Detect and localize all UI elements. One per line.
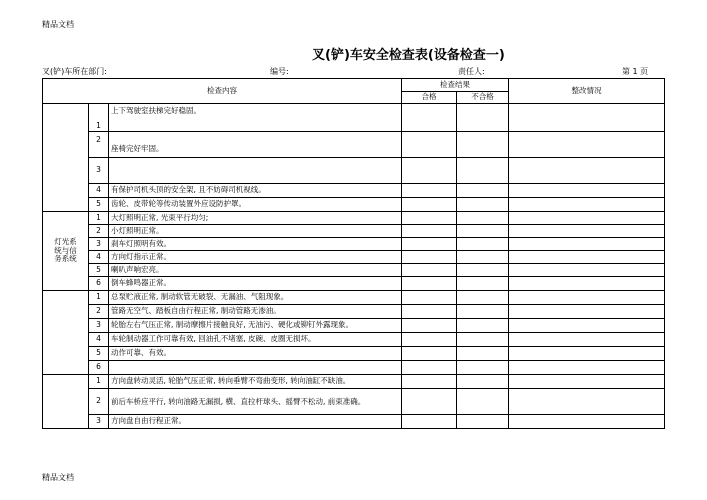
rectify-cell[interactable] bbox=[509, 333, 665, 347]
table-header-row bbox=[43, 79, 665, 92]
row-number: 3 bbox=[89, 319, 109, 333]
row-number: 3 bbox=[89, 415, 109, 429]
pass-cell[interactable] bbox=[402, 198, 457, 212]
row-content: 方向盘自由行程正常。 bbox=[109, 415, 402, 429]
category-line: 灯光系 bbox=[54, 237, 77, 247]
table-row bbox=[43, 264, 665, 277]
table-row bbox=[43, 184, 665, 198]
pass-cell[interactable] bbox=[402, 319, 457, 333]
rectify-cell[interactable] bbox=[509, 184, 665, 198]
row-content: 动作可靠、有效。 bbox=[109, 347, 402, 361]
row-content: 总泵贮液正常, 制动软管无破裂、无漏油、气阻现象。 bbox=[109, 291, 402, 305]
rectify-cell[interactable] bbox=[509, 104, 665, 132]
header-top-label: 精品文档 bbox=[42, 20, 74, 29]
category-cell bbox=[43, 291, 89, 375]
rectify-cell[interactable] bbox=[509, 264, 665, 277]
table-row bbox=[43, 251, 665, 264]
row-number: 2 bbox=[89, 389, 109, 415]
row-content: 小灯照明正常。 bbox=[109, 225, 402, 238]
row-number: 1 bbox=[89, 375, 109, 389]
row-content: 刹车灯照明有效。 bbox=[109, 238, 402, 251]
table-row bbox=[43, 333, 665, 347]
table-row bbox=[43, 277, 665, 291]
row-content: 上下驾驶室扶梯完好稳固。 bbox=[109, 104, 402, 132]
rectify-cell[interactable] bbox=[509, 319, 665, 333]
table-row bbox=[43, 158, 665, 184]
table-row bbox=[43, 361, 665, 375]
category-line: 统与信 bbox=[54, 245, 77, 255]
number-label: 编号: bbox=[270, 67, 289, 76]
category-cell bbox=[43, 375, 89, 429]
col-content-header: 检查内容 bbox=[43, 79, 402, 104]
rectify-cell[interactable] bbox=[509, 305, 665, 319]
pass-cell[interactable] bbox=[402, 361, 457, 375]
fail-cell[interactable] bbox=[457, 184, 509, 198]
pass-cell[interactable] bbox=[402, 305, 457, 319]
fail-cell[interactable] bbox=[457, 212, 509, 225]
rectify-cell[interactable] bbox=[509, 375, 665, 389]
row-number: 1 bbox=[89, 104, 109, 132]
row-number: 5 bbox=[89, 347, 109, 361]
row-number: 2 bbox=[89, 132, 109, 158]
row-number: 4 bbox=[89, 333, 109, 347]
rectify-cell[interactable] bbox=[509, 225, 665, 238]
rectify-cell[interactable] bbox=[509, 238, 665, 251]
fail-cell[interactable] bbox=[457, 132, 509, 158]
fail-cell[interactable] bbox=[457, 375, 509, 389]
row-content: 喇叭声响宏亮。 bbox=[109, 264, 402, 277]
rectify-cell[interactable] bbox=[509, 198, 665, 212]
fail-cell[interactable] bbox=[457, 277, 509, 291]
footer-label: 精品文档 bbox=[42, 473, 74, 482]
row-number: 1 bbox=[89, 212, 109, 225]
rectify-cell[interactable] bbox=[509, 158, 665, 184]
row-content: 轮胎左右气压正常, 制动摩擦片接触良好, 无油污、硬化或铆钉外露现象。 bbox=[109, 319, 402, 333]
pass-cell[interactable] bbox=[402, 347, 457, 361]
pass-cell[interactable] bbox=[402, 184, 457, 198]
rectify-cell[interactable] bbox=[509, 251, 665, 264]
col-rectify-header: 整改情况 bbox=[509, 79, 665, 104]
pass-cell[interactable] bbox=[402, 251, 457, 264]
rectify-cell[interactable] bbox=[509, 132, 665, 158]
col-result-header: 检查结果 bbox=[402, 79, 509, 92]
row-number: 1 bbox=[89, 291, 109, 305]
pass-cell[interactable] bbox=[402, 238, 457, 251]
fail-cell[interactable] bbox=[457, 333, 509, 347]
col-fail-header: 不合格 bbox=[457, 92, 509, 104]
rectify-cell[interactable] bbox=[509, 277, 665, 291]
rectify-cell[interactable] bbox=[509, 347, 665, 361]
table-row bbox=[43, 319, 665, 333]
row-content bbox=[109, 158, 402, 184]
pass-cell[interactable] bbox=[402, 389, 457, 415]
table-row bbox=[43, 238, 665, 251]
fail-cell[interactable] bbox=[457, 104, 509, 132]
row-content: 大灯照明正常, 光束平行均匀; bbox=[109, 212, 402, 225]
fail-cell[interactable] bbox=[457, 264, 509, 277]
rectify-cell[interactable] bbox=[509, 389, 665, 415]
fail-cell[interactable] bbox=[457, 361, 509, 375]
row-content: 倒车蜂鸣器正常。 bbox=[109, 277, 402, 291]
fail-cell[interactable] bbox=[457, 305, 509, 319]
pass-cell[interactable] bbox=[402, 333, 457, 347]
row-number: 4 bbox=[89, 251, 109, 264]
page-title: 叉(铲)车安全检查表(设备检查一) bbox=[312, 48, 505, 63]
table-row bbox=[43, 375, 665, 389]
table-row bbox=[43, 389, 665, 415]
row-content: 前后车桥应平行, 转向油路无漏损, 横、直拉杆球头、摇臂不松动, 前束准确。 bbox=[109, 389, 402, 415]
fail-cell[interactable] bbox=[457, 251, 509, 264]
fail-cell[interactable] bbox=[457, 319, 509, 333]
row-content: 齿轮、皮带轮等传动装置外应设防护罩。 bbox=[109, 198, 402, 212]
table-row bbox=[43, 198, 665, 212]
pass-cell[interactable] bbox=[402, 158, 457, 184]
fail-cell[interactable] bbox=[457, 291, 509, 305]
rectify-cell[interactable] bbox=[509, 415, 665, 429]
col-pass-header: 合格 bbox=[402, 92, 457, 104]
row-number: 6 bbox=[89, 361, 109, 375]
fail-cell[interactable] bbox=[457, 198, 509, 212]
page-number: 第 1 页 bbox=[622, 67, 649, 76]
pass-cell[interactable] bbox=[402, 375, 457, 389]
table-row bbox=[43, 305, 665, 319]
pass-cell[interactable] bbox=[402, 415, 457, 429]
table-row bbox=[43, 212, 665, 225]
row-number: 5 bbox=[89, 198, 109, 212]
pass-cell[interactable] bbox=[402, 225, 457, 238]
rectify-cell[interactable] bbox=[509, 212, 665, 225]
row-number: 2 bbox=[89, 305, 109, 319]
fail-cell[interactable] bbox=[457, 225, 509, 238]
pass-cell[interactable] bbox=[402, 264, 457, 277]
fail-cell[interactable] bbox=[457, 238, 509, 251]
row-content: 管路无空气、踏板自由行程正常, 制动管路无渗油。 bbox=[109, 305, 402, 319]
table-row bbox=[43, 225, 665, 238]
row-content: 有保护司机头顶的安全架, 且不妨碍司机视线。 bbox=[109, 184, 402, 198]
fail-cell[interactable] bbox=[457, 347, 509, 361]
row-number: 3 bbox=[89, 238, 109, 251]
pass-cell[interactable] bbox=[402, 212, 457, 225]
responsible-label: 责任人: bbox=[458, 67, 485, 76]
inspection-table bbox=[42, 78, 665, 429]
fail-cell[interactable] bbox=[457, 415, 509, 429]
row-content: 车轮制动器工作可靠有效, 回油孔不堵塞, 皮碗、皮圈无损坏。 bbox=[109, 333, 402, 347]
fail-cell[interactable] bbox=[457, 158, 509, 184]
category-cell bbox=[43, 104, 89, 212]
table-row bbox=[43, 291, 665, 305]
table-row bbox=[43, 347, 665, 361]
category-line: 务系统 bbox=[54, 254, 77, 264]
category-cell bbox=[43, 212, 89, 291]
row-number: 5 bbox=[89, 264, 109, 277]
table-row bbox=[43, 132, 665, 158]
row-number: 3 bbox=[89, 158, 109, 184]
row-content bbox=[109, 361, 402, 375]
row-content: 座椅完好牢固。 bbox=[109, 132, 402, 158]
pass-cell[interactable] bbox=[402, 291, 457, 305]
row-content: 方向盘转动灵活, 轮胎气压正常, 转向垂臂不弯曲变形, 转向油缸不缺油。 bbox=[109, 375, 402, 389]
dept-label: 叉(铲)车所在部门: bbox=[42, 67, 107, 76]
fail-cell[interactable] bbox=[457, 389, 509, 415]
row-content: 方向灯指示正常。 bbox=[109, 251, 402, 264]
table-row bbox=[43, 104, 665, 132]
pass-cell[interactable] bbox=[402, 277, 457, 291]
rectify-cell[interactable] bbox=[509, 291, 665, 305]
row-number: 6 bbox=[89, 277, 109, 291]
pass-cell[interactable] bbox=[402, 132, 457, 158]
table-row bbox=[43, 415, 665, 429]
row-number: 4 bbox=[89, 184, 109, 198]
pass-cell[interactable] bbox=[402, 104, 457, 132]
row-number: 2 bbox=[89, 225, 109, 238]
rectify-cell[interactable] bbox=[509, 361, 665, 375]
